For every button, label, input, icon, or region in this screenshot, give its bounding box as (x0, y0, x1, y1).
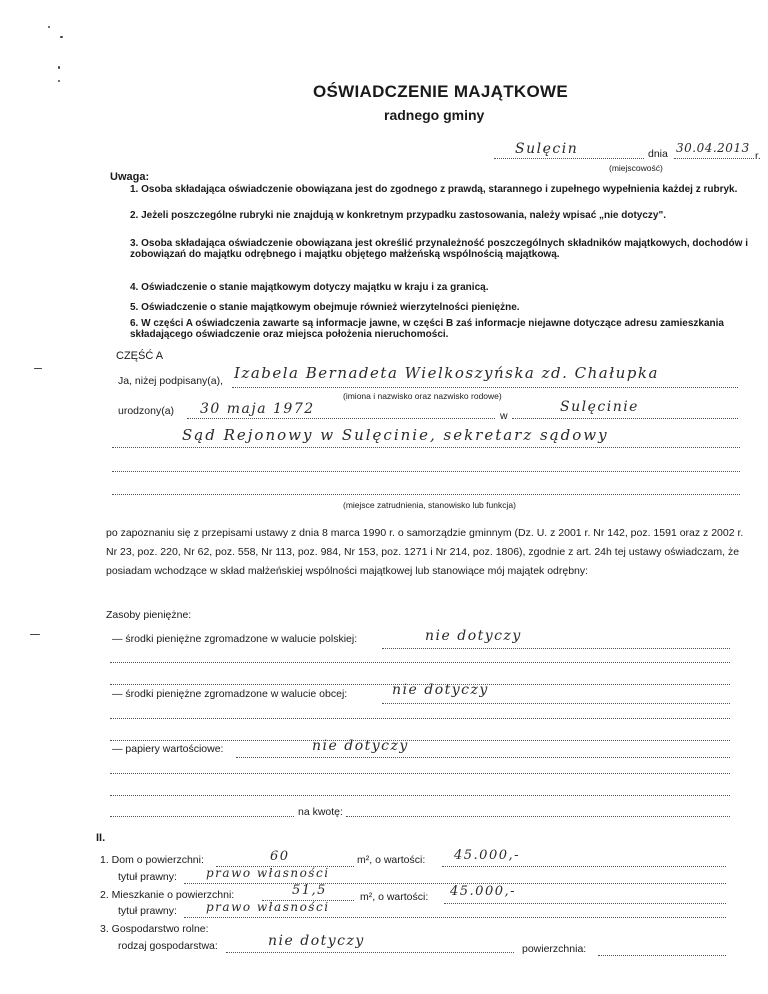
place-value: Sulęcin (515, 141, 579, 157)
place-caption: (miejscowość) (609, 163, 663, 173)
document-title: OŚWIADCZENIE MAJĄTKOWE (313, 82, 568, 101)
dnia-label: dnia (648, 148, 668, 160)
filler-line (110, 662, 730, 663)
statement-paragraph: po zapoznaniu się z przepisami ustawy z dnia 8 marca 1990 r. o samorządzie gminnym (Dz. U. z 2001 r. Nr 142, poz. 1591 oraz z 2002 r. Nr 23, poz. 220, Nr 62, poz. 558, Nr 113, poz. 984, Nr 153, poz. 1271 i Nr 214, poz. 1806), zgodnie z art. 24h tej ustawy oświadczam, że posiadam wchodzące w skład małżeńskiej wspólności majątkowej lub stanowiące mój majątek odrębny: (106, 527, 744, 577)
signer-label: Ja, niżej podpisany(a), (118, 375, 224, 387)
farm-area-line (598, 955, 726, 956)
born-date: 30 maja 1972 (200, 401, 315, 417)
note-item: 5. Oświadczenie o stanie majątkowym obejmuje również wierzytelności pieniężne. (130, 302, 520, 313)
foreign-currency-value: nie dotyczy (392, 682, 489, 698)
flat-value-line (444, 903, 726, 904)
employment-line (112, 447, 740, 448)
securities-line (236, 757, 730, 758)
flat-area: 51,5 (292, 883, 327, 898)
flat-label: 2. Mieszkanie o powierzchni: (100, 889, 235, 901)
flat-value: 45.000,- (450, 884, 517, 899)
born-date-line (187, 418, 495, 419)
employment-line (112, 494, 740, 495)
note-item: 6. W części A oświadczenia zawarte są informacje jawne, w części B zaś informacje niejawne dotyczące adresu zamieszkania składającego oświadczenie oraz miejsca położenia nieruchomości. (130, 318, 724, 340)
house-value-line (442, 866, 726, 867)
foreign-currency-label: — środki pieniężne zgromadzone w walucie obcej: (112, 688, 348, 700)
polish-currency-value: nie dotyczy (425, 628, 522, 644)
r-suffix: r. (755, 150, 761, 162)
employment-line (112, 471, 740, 472)
polish-currency-label: — środki pieniężne zgromadzone w walucie polskiej: (112, 633, 358, 645)
house-m2-label: m², o wartości: (357, 854, 426, 866)
farm-label: 3. Gospodarstwo rolne: (100, 923, 209, 935)
farm-kind-label: rodzaj gospodarstwa: (118, 940, 218, 952)
scan-speck (48, 26, 50, 28)
flat-title-label: tytuł prawny: (118, 905, 177, 917)
date-line (674, 158, 754, 159)
securities-value: nie dotyczy (312, 738, 409, 754)
date-value: 30.04.2013 (676, 141, 750, 155)
amount-line-left (110, 816, 294, 817)
scan-speck (58, 66, 60, 69)
foreign-currency-line (382, 703, 730, 704)
scan-speck (60, 36, 63, 38)
section-i-heading: Zasoby pieniężne: (106, 609, 192, 621)
signer-caption: (imiona i nazwisko oraz nazwisko rodowe) (343, 391, 502, 401)
note-item: 2. Jeżeli poszczególne rubryki nie znajdują w konkretnym przypadku zastosowania, należy wpisać „nie dotyczy". (130, 210, 667, 221)
farm-kind-line (226, 952, 514, 953)
flat-title-line (184, 917, 726, 918)
house-area: 60 (270, 849, 290, 864)
flat-m2-label: m², o wartości: (360, 891, 429, 903)
born-label: urodzony(a) (118, 405, 175, 417)
document-subtitle: radnego gminy (384, 107, 485, 123)
scan-speck (30, 634, 40, 635)
note-item: 1. Osoba składająca oświadczenie obowiązana jest do zgodnego z prawdą, starannego i zupełnego wypełnienia każdej z rubryk. (130, 184, 738, 195)
note-item: 4. Oświadczenie o stanie majątkowym dotyczy majątku w kraju i za granicą. (130, 282, 489, 293)
amount-label: na kwotę: (298, 806, 343, 818)
filler-line (110, 718, 730, 719)
signer-line (232, 387, 738, 388)
filler-line (110, 740, 730, 741)
house-label: 1. Dom o powierzchni: (100, 854, 204, 866)
notes-heading: Uwaga: (110, 171, 150, 183)
born-place-line (512, 418, 738, 419)
filler-line (110, 773, 730, 774)
scan-speck (58, 80, 60, 82)
born-place: Sulęcinie (560, 399, 639, 415)
house-value: 45.000,- (454, 848, 521, 863)
born-w: w (500, 410, 508, 422)
filler-line (110, 795, 730, 796)
amount-line (346, 816, 730, 817)
employment-caption: (miejsce zatrudnienia, stanowisko lub funkcja) (343, 500, 516, 510)
part-a-heading: CZĘŚĆ A (116, 350, 164, 362)
house-title: prawo własności (206, 866, 330, 880)
scan-speck (34, 368, 42, 369)
polish-currency-line (382, 648, 730, 649)
flat-title: prawo własności (206, 900, 330, 914)
note-item: 3. Osoba składająca oświadczenie obowiązana jest określić przynależność poszczególnych składników majątkowych, dochodów i zobowiązań do majątku odrębnego i majątku objętego małżeńską wspólnością majątkową. (130, 238, 748, 260)
farm-kind-value: nie dotyczy (268, 933, 365, 949)
farm-area-label: powierzchnia: (522, 943, 587, 955)
house-title-label: tytuł prawny: (118, 871, 177, 883)
securities-label: — papiery wartościowe: (112, 743, 224, 755)
signer-value: Izabela Bernadeta Wielkoszyńska zd. Chałupka (234, 364, 659, 382)
employment-value: Sąd Rejonowy w Sulęcinie, sekretarz sądowy (182, 426, 609, 444)
place-line (494, 158, 644, 159)
section-ii-heading: II. (96, 832, 106, 844)
